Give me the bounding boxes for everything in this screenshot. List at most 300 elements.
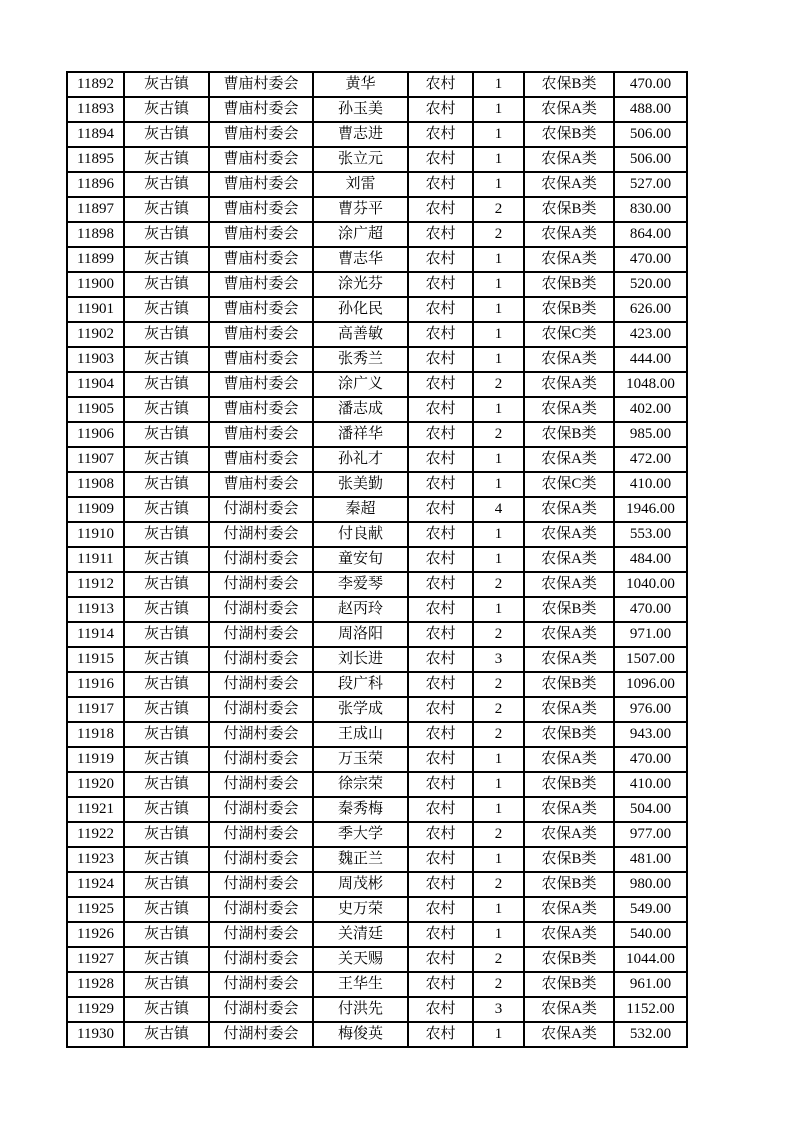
table-row — [67, 647, 687, 672]
cell-person-name: 孙化民 — [313, 297, 408, 322]
cell-town: 灰古镇 — [124, 997, 209, 1022]
cell-insurance-category: 农保B类 — [524, 672, 614, 697]
cell-town: 灰古镇 — [124, 972, 209, 997]
cell-insurance-category: 农保A类 — [524, 397, 614, 422]
cell-person-count: 1 — [473, 447, 524, 472]
cell-record-number: 11901 — [67, 297, 124, 322]
cell-amount: 402.00 — [614, 397, 687, 422]
cell-town: 灰古镇 — [124, 672, 209, 697]
table-row — [67, 372, 687, 397]
cell-amount: 626.00 — [614, 297, 687, 322]
cell-person-name: 高善敏 — [313, 322, 408, 347]
cell-residence-type: 农村 — [408, 272, 473, 297]
cell-person-name: 梅俊英 — [313, 1022, 408, 1047]
cell-person-name: 王华生 — [313, 972, 408, 997]
cell-town: 灰古镇 — [124, 72, 209, 97]
cell-town: 灰古镇 — [124, 722, 209, 747]
cell-person-name: 张立元 — [313, 147, 408, 172]
cell-insurance-category: 农保A类 — [524, 697, 614, 722]
cell-person-count: 1 — [473, 847, 524, 872]
cell-village-committee: 付湖村委会 — [209, 847, 313, 872]
cell-town: 灰古镇 — [124, 472, 209, 497]
cell-residence-type: 农村 — [408, 997, 473, 1022]
cell-insurance-category: 农保B类 — [524, 122, 614, 147]
cell-insurance-category: 农保B类 — [524, 772, 614, 797]
cell-person-count: 3 — [473, 997, 524, 1022]
cell-village-committee: 曹庙村委会 — [209, 72, 313, 97]
cell-amount: 1946.00 — [614, 497, 687, 522]
cell-town: 灰古镇 — [124, 447, 209, 472]
cell-residence-type: 农村 — [408, 72, 473, 97]
cell-person-count: 1 — [473, 72, 524, 97]
cell-town: 灰古镇 — [124, 322, 209, 347]
cell-village-committee: 曹庙村委会 — [209, 422, 313, 447]
cell-town: 灰古镇 — [124, 97, 209, 122]
cell-record-number: 11908 — [67, 472, 124, 497]
cell-village-committee: 曹庙村委会 — [209, 222, 313, 247]
cell-village-committee: 付湖村委会 — [209, 597, 313, 622]
cell-residence-type: 农村 — [408, 547, 473, 572]
table-body — [67, 72, 687, 1047]
cell-amount: 410.00 — [614, 772, 687, 797]
cell-town: 灰古镇 — [124, 747, 209, 772]
cell-residence-type: 农村 — [408, 472, 473, 497]
cell-record-number: 11892 — [67, 72, 124, 97]
cell-village-committee: 付湖村委会 — [209, 647, 313, 672]
cell-person-count: 1 — [473, 472, 524, 497]
cell-residence-type: 农村 — [408, 597, 473, 622]
cell-record-number: 11918 — [67, 722, 124, 747]
cell-residence-type: 农村 — [408, 447, 473, 472]
cell-record-number: 11903 — [67, 347, 124, 372]
cell-town: 灰古镇 — [124, 247, 209, 272]
cell-residence-type: 农村 — [408, 947, 473, 972]
cell-amount: 527.00 — [614, 172, 687, 197]
cell-amount: 488.00 — [614, 97, 687, 122]
cell-person-count: 1 — [473, 797, 524, 822]
cell-insurance-category: 农保A类 — [524, 822, 614, 847]
cell-person-count: 1 — [473, 297, 524, 322]
cell-person-name: 涂广超 — [313, 222, 408, 247]
cell-person-count: 1 — [473, 772, 524, 797]
cell-residence-type: 农村 — [408, 1022, 473, 1047]
cell-amount: 1096.00 — [614, 672, 687, 697]
cell-insurance-category: 农保C类 — [524, 322, 614, 347]
cell-residence-type: 农村 — [408, 497, 473, 522]
cell-amount: 864.00 — [614, 222, 687, 247]
cell-person-count: 2 — [473, 672, 524, 697]
cell-amount: 980.00 — [614, 872, 687, 897]
table-row — [67, 722, 687, 747]
cell-person-name: 赵丙玲 — [313, 597, 408, 622]
cell-person-name: 涂广义 — [313, 372, 408, 397]
table-row — [67, 922, 687, 947]
cell-amount: 553.00 — [614, 522, 687, 547]
cell-village-committee: 付湖村委会 — [209, 797, 313, 822]
cell-person-name: 魏正兰 — [313, 847, 408, 872]
cell-insurance-category: 农保A类 — [524, 372, 614, 397]
cell-village-committee: 曹庙村委会 — [209, 247, 313, 272]
cell-person-name: 潘志成 — [313, 397, 408, 422]
cell-amount: 470.00 — [614, 247, 687, 272]
cell-person-name: 潘祥华 — [313, 422, 408, 447]
cell-person-name: 曹芬平 — [313, 197, 408, 222]
table-row — [67, 347, 687, 372]
cell-person-count: 2 — [473, 822, 524, 847]
cell-village-committee: 付湖村委会 — [209, 972, 313, 997]
cell-person-name: 李爱琴 — [313, 572, 408, 597]
cell-town: 灰古镇 — [124, 622, 209, 647]
table-row — [67, 822, 687, 847]
cell-town: 灰古镇 — [124, 647, 209, 672]
cell-insurance-category: 农保A类 — [524, 747, 614, 772]
cell-record-number: 11900 — [67, 272, 124, 297]
cell-record-number: 11902 — [67, 322, 124, 347]
cell-village-committee: 付湖村委会 — [209, 947, 313, 972]
cell-insurance-category: 农保A类 — [524, 797, 614, 822]
cell-residence-type: 农村 — [408, 747, 473, 772]
cell-insurance-category: 农保B类 — [524, 597, 614, 622]
cell-town: 灰古镇 — [124, 122, 209, 147]
table-row — [67, 622, 687, 647]
cell-village-committee: 付湖村委会 — [209, 722, 313, 747]
cell-residence-type: 农村 — [408, 872, 473, 897]
cell-residence-type: 农村 — [408, 372, 473, 397]
cell-town: 灰古镇 — [124, 272, 209, 297]
cell-person-name: 童安旬 — [313, 547, 408, 572]
cell-town: 灰古镇 — [124, 597, 209, 622]
cell-record-number: 11925 — [67, 897, 124, 922]
cell-person-count: 1 — [473, 272, 524, 297]
cell-person-count: 2 — [473, 572, 524, 597]
cell-village-committee: 付湖村委会 — [209, 622, 313, 647]
cell-town: 灰古镇 — [124, 372, 209, 397]
cell-town: 灰古镇 — [124, 197, 209, 222]
cell-record-number: 11897 — [67, 197, 124, 222]
cell-amount: 472.00 — [614, 447, 687, 472]
cell-insurance-category: 农保A类 — [524, 897, 614, 922]
cell-record-number: 11926 — [67, 922, 124, 947]
cell-residence-type: 农村 — [408, 347, 473, 372]
cell-town: 灰古镇 — [124, 397, 209, 422]
cell-residence-type: 农村 — [408, 572, 473, 597]
cell-person-name: 季大学 — [313, 822, 408, 847]
table-row — [67, 847, 687, 872]
cell-person-count: 1 — [473, 547, 524, 572]
cell-person-count: 1 — [473, 597, 524, 622]
cell-village-committee: 曹庙村委会 — [209, 397, 313, 422]
cell-amount: 1152.00 — [614, 997, 687, 1022]
cell-person-count: 1 — [473, 522, 524, 547]
cell-person-count: 2 — [473, 222, 524, 247]
table-row — [67, 422, 687, 447]
table-row — [67, 897, 687, 922]
cell-insurance-category: 农保B类 — [524, 422, 614, 447]
cell-town: 灰古镇 — [124, 422, 209, 447]
cell-record-number: 11893 — [67, 97, 124, 122]
cell-insurance-category: 农保B类 — [524, 972, 614, 997]
cell-record-number: 11916 — [67, 672, 124, 697]
cell-amount: 961.00 — [614, 972, 687, 997]
cell-town: 灰古镇 — [124, 172, 209, 197]
cell-amount: 506.00 — [614, 147, 687, 172]
cell-amount: 1048.00 — [614, 372, 687, 397]
table-row — [67, 272, 687, 297]
cell-person-count: 2 — [473, 622, 524, 647]
cell-person-name: 刘雷 — [313, 172, 408, 197]
cell-village-committee: 付湖村委会 — [209, 822, 313, 847]
cell-record-number: 11896 — [67, 172, 124, 197]
cell-person-count: 1 — [473, 347, 524, 372]
cell-person-name: 秦秀梅 — [313, 797, 408, 822]
cell-person-name: 张秀兰 — [313, 347, 408, 372]
cell-residence-type: 农村 — [408, 97, 473, 122]
cell-insurance-category: 农保A类 — [524, 147, 614, 172]
cell-insurance-category: 农保B类 — [524, 872, 614, 897]
cell-person-name: 段广科 — [313, 672, 408, 697]
cell-insurance-category: 农保B类 — [524, 722, 614, 747]
cell-person-name: 孙礼才 — [313, 447, 408, 472]
cell-residence-type: 农村 — [408, 897, 473, 922]
cell-residence-type: 农村 — [408, 122, 473, 147]
table-row — [67, 197, 687, 222]
cell-person-count: 1 — [473, 922, 524, 947]
cell-person-count: 1 — [473, 172, 524, 197]
table-row — [67, 697, 687, 722]
cell-residence-type: 农村 — [408, 247, 473, 272]
cell-insurance-category: 农保A类 — [524, 622, 614, 647]
table-row — [67, 147, 687, 172]
cell-village-committee: 付湖村委会 — [209, 772, 313, 797]
cell-record-number: 11904 — [67, 372, 124, 397]
cell-amount: 985.00 — [614, 422, 687, 447]
cell-town: 灰古镇 — [124, 547, 209, 572]
cell-record-number: 11912 — [67, 572, 124, 597]
cell-residence-type: 农村 — [408, 797, 473, 822]
cell-person-name: 王成山 — [313, 722, 408, 747]
cell-insurance-category: 农保A类 — [524, 347, 614, 372]
cell-amount: 423.00 — [614, 322, 687, 347]
cell-village-committee: 曹庙村委会 — [209, 147, 313, 172]
cell-town: 灰古镇 — [124, 947, 209, 972]
cell-amount: 549.00 — [614, 897, 687, 922]
cell-amount: 532.00 — [614, 1022, 687, 1047]
cell-village-committee: 付湖村委会 — [209, 922, 313, 947]
cell-record-number: 11927 — [67, 947, 124, 972]
cell-residence-type: 农村 — [408, 322, 473, 347]
cell-record-number: 11923 — [67, 847, 124, 872]
cell-person-name: 秦超 — [313, 497, 408, 522]
cell-person-name: 关清廷 — [313, 922, 408, 947]
cell-person-name: 黄华 — [313, 72, 408, 97]
cell-person-count: 2 — [473, 722, 524, 747]
cell-person-count: 1 — [473, 397, 524, 422]
cell-person-count: 2 — [473, 697, 524, 722]
table-row — [67, 222, 687, 247]
cell-insurance-category: 农保A类 — [524, 222, 614, 247]
cell-person-count: 3 — [473, 647, 524, 672]
cell-residence-type: 农村 — [408, 647, 473, 672]
cell-amount: 540.00 — [614, 922, 687, 947]
cell-town: 灰古镇 — [124, 872, 209, 897]
cell-village-committee: 付湖村委会 — [209, 522, 313, 547]
cell-village-committee: 付湖村委会 — [209, 997, 313, 1022]
cell-town: 灰古镇 — [124, 847, 209, 872]
table-row — [67, 472, 687, 497]
cell-person-count: 1 — [473, 247, 524, 272]
cell-village-committee: 付湖村委会 — [209, 497, 313, 522]
records-table — [66, 71, 688, 1048]
cell-insurance-category: 农保A类 — [524, 497, 614, 522]
cell-insurance-category: 农保A类 — [524, 572, 614, 597]
cell-amount: 1040.00 — [614, 572, 687, 597]
cell-person-name: 史万荣 — [313, 897, 408, 922]
cell-person-name: 徐宗荣 — [313, 772, 408, 797]
cell-person-name: 刘长进 — [313, 647, 408, 672]
cell-amount: 976.00 — [614, 697, 687, 722]
cell-amount: 484.00 — [614, 547, 687, 572]
table-row — [67, 97, 687, 122]
cell-town: 灰古镇 — [124, 222, 209, 247]
cell-person-name: 涂光芬 — [313, 272, 408, 297]
cell-insurance-category: 农保B类 — [524, 297, 614, 322]
table-row — [67, 522, 687, 547]
table-row — [67, 497, 687, 522]
table-row — [67, 547, 687, 572]
cell-amount: 506.00 — [614, 122, 687, 147]
cell-insurance-category: 农保A类 — [524, 997, 614, 1022]
cell-town: 灰古镇 — [124, 822, 209, 847]
cell-person-name: 张美勤 — [313, 472, 408, 497]
cell-village-committee: 曹庙村委会 — [209, 372, 313, 397]
cell-amount: 470.00 — [614, 72, 687, 97]
cell-residence-type: 农村 — [408, 422, 473, 447]
cell-person-count: 4 — [473, 497, 524, 522]
cell-town: 灰古镇 — [124, 497, 209, 522]
table-row — [67, 747, 687, 772]
cell-person-count: 2 — [473, 972, 524, 997]
cell-town: 灰古镇 — [124, 897, 209, 922]
cell-record-number: 11907 — [67, 447, 124, 472]
cell-town: 灰古镇 — [124, 147, 209, 172]
cell-village-committee: 付湖村委会 — [209, 872, 313, 897]
cell-village-committee: 曹庙村委会 — [209, 472, 313, 497]
cell-person-count: 2 — [473, 947, 524, 972]
cell-record-number: 11920 — [67, 772, 124, 797]
cell-town: 灰古镇 — [124, 297, 209, 322]
cell-person-count: 1 — [473, 897, 524, 922]
table-row — [67, 997, 687, 1022]
cell-residence-type: 农村 — [408, 672, 473, 697]
table-row — [67, 397, 687, 422]
cell-person-count: 1 — [473, 147, 524, 172]
cell-residence-type: 农村 — [408, 172, 473, 197]
cell-village-committee: 付湖村委会 — [209, 897, 313, 922]
cell-village-committee: 付湖村委会 — [209, 747, 313, 772]
cell-residence-type: 农村 — [408, 847, 473, 872]
table-row — [67, 72, 687, 97]
cell-town: 灰古镇 — [124, 797, 209, 822]
cell-village-committee: 曹庙村委会 — [209, 122, 313, 147]
cell-record-number: 11911 — [67, 547, 124, 572]
cell-record-number: 11921 — [67, 797, 124, 822]
cell-village-committee: 曹庙村委会 — [209, 347, 313, 372]
cell-insurance-category: 农保A类 — [524, 97, 614, 122]
cell-village-committee: 付湖村委会 — [209, 572, 313, 597]
table-row — [67, 1022, 687, 1047]
cell-record-number: 11894 — [67, 122, 124, 147]
cell-person-name: 万玉荣 — [313, 747, 408, 772]
cell-person-count: 2 — [473, 372, 524, 397]
cell-insurance-category: 农保A类 — [524, 547, 614, 572]
cell-residence-type: 农村 — [408, 222, 473, 247]
cell-record-number: 11895 — [67, 147, 124, 172]
cell-residence-type: 农村 — [408, 822, 473, 847]
table-row — [67, 247, 687, 272]
cell-person-name: 周茂彬 — [313, 872, 408, 897]
cell-insurance-category: 农保A类 — [524, 647, 614, 672]
cell-person-count: 1 — [473, 1022, 524, 1047]
cell-record-number: 11922 — [67, 822, 124, 847]
cell-record-number: 11899 — [67, 247, 124, 272]
cell-residence-type: 农村 — [408, 397, 473, 422]
cell-person-count: 2 — [473, 872, 524, 897]
cell-residence-type: 农村 — [408, 197, 473, 222]
cell-town: 灰古镇 — [124, 347, 209, 372]
cell-record-number: 11914 — [67, 622, 124, 647]
cell-amount: 520.00 — [614, 272, 687, 297]
table-row — [67, 297, 687, 322]
cell-person-name: 关天赐 — [313, 947, 408, 972]
cell-village-committee: 曹庙村委会 — [209, 272, 313, 297]
cell-village-committee: 曹庙村委会 — [209, 172, 313, 197]
cell-amount: 481.00 — [614, 847, 687, 872]
table-row — [67, 947, 687, 972]
cell-village-committee: 付湖村委会 — [209, 1022, 313, 1047]
table-row — [67, 797, 687, 822]
cell-village-committee: 曹庙村委会 — [209, 197, 313, 222]
table-row — [67, 572, 687, 597]
cell-residence-type: 农村 — [408, 522, 473, 547]
table-row — [67, 872, 687, 897]
table-row — [67, 972, 687, 997]
cell-insurance-category: 农保C类 — [524, 472, 614, 497]
cell-person-name: 孙玉美 — [313, 97, 408, 122]
cell-person-name: 付良献 — [313, 522, 408, 547]
cell-amount: 470.00 — [614, 597, 687, 622]
cell-amount: 410.00 — [614, 472, 687, 497]
cell-amount: 470.00 — [614, 747, 687, 772]
cell-record-number: 11924 — [67, 872, 124, 897]
table-row — [67, 122, 687, 147]
table-row — [67, 597, 687, 622]
cell-insurance-category: 农保A类 — [524, 922, 614, 947]
cell-person-name: 张学成 — [313, 697, 408, 722]
cell-person-name: 周洛阳 — [313, 622, 408, 647]
table-row — [67, 672, 687, 697]
table-row — [67, 447, 687, 472]
cell-person-name: 曹志进 — [313, 122, 408, 147]
cell-record-number: 11906 — [67, 422, 124, 447]
cell-village-committee: 曹庙村委会 — [209, 447, 313, 472]
cell-person-count: 1 — [473, 322, 524, 347]
cell-town: 灰古镇 — [124, 572, 209, 597]
table-row — [67, 772, 687, 797]
cell-residence-type: 农村 — [408, 972, 473, 997]
cell-insurance-category: 农保A类 — [524, 247, 614, 272]
table-row — [67, 172, 687, 197]
cell-person-count: 1 — [473, 122, 524, 147]
